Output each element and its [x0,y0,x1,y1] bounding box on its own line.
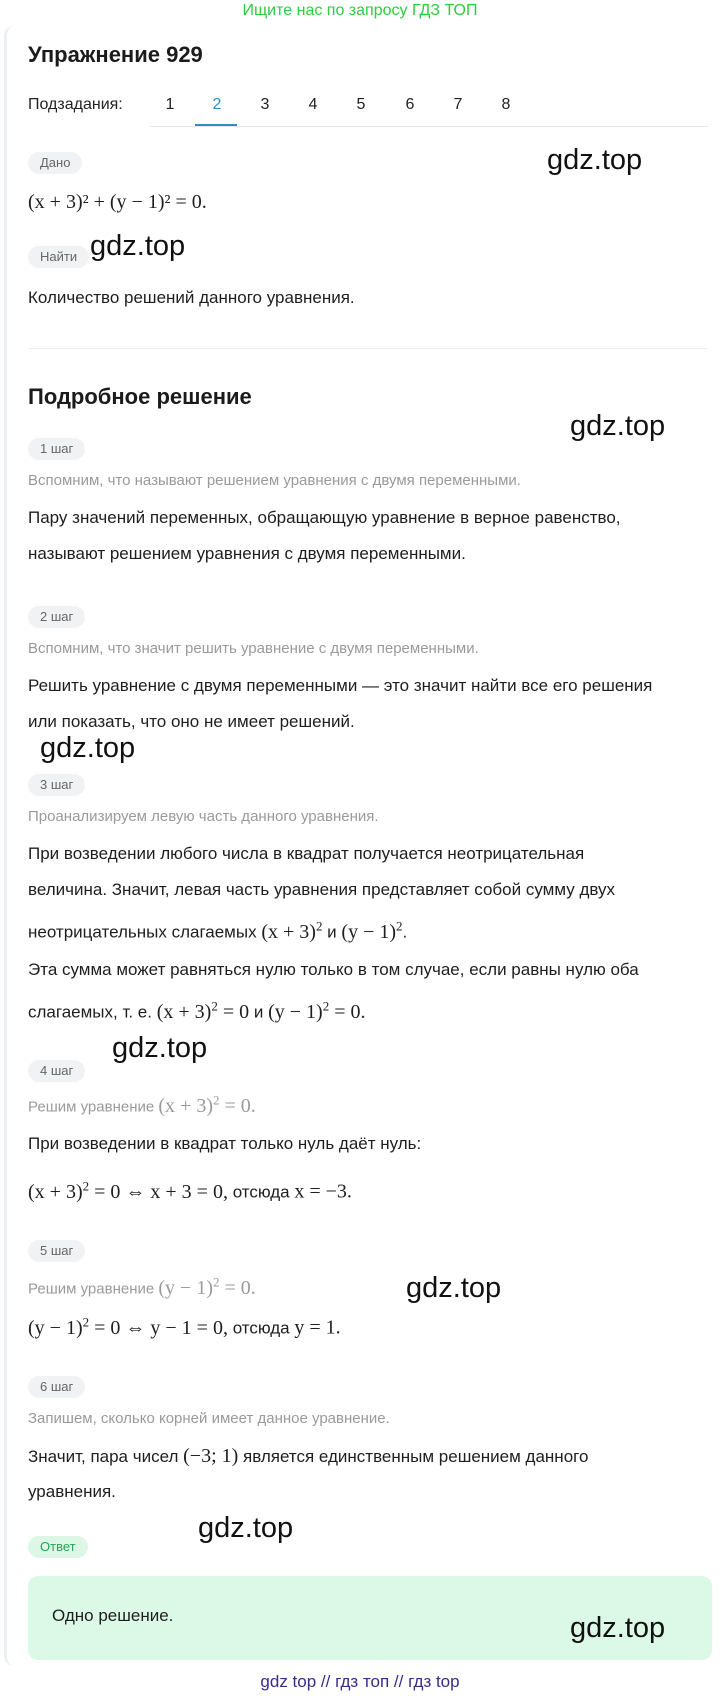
watermark: gdz.top [90,230,186,262]
watermark: gdz.top [570,1612,666,1644]
step-2-badge: 2 шаг [28,606,85,628]
step-1-text-line-2: называют решением уравнения с двумя переменными. [28,544,466,563]
step-3-text-line-1: При возведении любого числа в квадрат получается неотрицательная [28,844,585,863]
step-4-text-line-1: При возведении в квадрат только нуль даёт нуль: [28,1134,422,1153]
watermark: gdz.top [112,1032,208,1064]
answer-badge: Ответ [28,1536,88,1558]
step-3-formula-2: $(y - 1)^2$ [341,918,403,943]
step-5-badge: 5 шаг [28,1240,85,1262]
watermark: gdz.top [570,410,666,442]
step-5-formula: $(y - 1)^2 = 0$ ⇔ y − 1 = 0, отсюда y = 1. [28,1314,341,1339]
watermark: gdz.top [547,144,643,176]
subtask-tabs [150,86,708,127]
tab-subtask-8[interactable]: 8 [501,96,511,113]
watermark: gdz.top [406,1272,502,1304]
active-tab-indicator [195,124,237,126]
given-formula: (x + 3)² + (y − 1)² = 0. [28,191,207,213]
watermark: gdz.top [40,732,136,764]
step-3-text-line-3: неотрицательных слагаемых $(x + 3)^2$ и $(y - 1)^2$. [28,918,408,943]
divider [28,348,708,349]
tab-subtask-5[interactable]: 5 [356,96,366,113]
step-1-badge: 1 шаг [28,438,85,460]
step-3-text-line-2: величина. Значит, левая часть уравнения представляет собой сумму двух [28,880,616,899]
step-6-hint: Запишем, сколько корней имеет данное уравнение. [28,1410,390,1427]
tab-subtask-7[interactable]: 7 [453,96,463,113]
watermark: gdz.top [198,1512,294,1544]
step-5-hint: Решим уравнение $(y - 1)^2 = 0$. [28,1274,256,1299]
step-6-text-line-2: уравнения. [28,1482,116,1501]
tab-subtask-2[interactable]: 2 [212,96,222,113]
footer-links[interactable]: gdz top // гдз топ // гдз top [260,1672,460,1691]
step-3-formula-1: $(x + 3)^2$ [261,918,323,943]
step-1-hint: Вспомним, что называют решением уравнения с двумя переменными. [28,472,521,489]
step-2-text-line-1: Решить уравнение с двумя переменными — это значит найти все его решения [28,676,653,695]
find-text: Количество решений данного уравнения. [28,288,355,307]
step-4-formula: $(x + 3)^2 = 0$ ⇔ x + 3 = 0, отсюда x = −3. [28,1178,352,1203]
answer-text: Одно решение. [52,1606,174,1625]
step-3-badge: 3 шаг [28,774,85,796]
solution-title: Подробное решение [28,384,252,409]
step-3-text-line-5: слагаемых, т. е. $(x + 3)^2 = 0$ и $(y - 1)^2 = 0$. [28,998,366,1023]
tab-subtask-4[interactable]: 4 [308,96,318,113]
step-6-badge: 6 шаг [28,1376,85,1398]
step-3-hint: Проанализируем левую часть данного уравнения. [28,808,379,825]
given-badge: Дано [28,152,82,174]
tab-subtask-3[interactable]: 3 [260,96,270,113]
step-4-hint: Решим уравнение $(x + 3)^2 = 0$. [28,1092,256,1117]
step-3-text-line-4: Эта сумма может равняться нулю только в том случае, если равны нулю оба [28,960,639,979]
promo-banner[interactable]: Ищите нас по запросу ГДЗ ТОП [242,2,478,19]
subtasks-label: Подзадания: [28,96,123,113]
find-badge: Найти [28,246,89,268]
step-2-hint: Вспомним, что значит решить уравнение с двумя переменными. [28,640,479,657]
step-2-text-line-2: или показать, что оно не имеет решений. [28,712,355,731]
tab-subtask-1[interactable]: 1 [165,96,175,113]
page-title: Упражнение 929 [28,42,203,67]
tab-subtask-6[interactable]: 6 [405,96,415,113]
step-4-badge: 4 шаг [28,1060,85,1082]
step-6-text-line-1: Значит, пара чисел (−3; 1) является единственным решением данного [28,1445,589,1467]
step-1-text-line-1: Пару значений переменных, обращающую уравнение в верное равенство, [28,508,621,527]
